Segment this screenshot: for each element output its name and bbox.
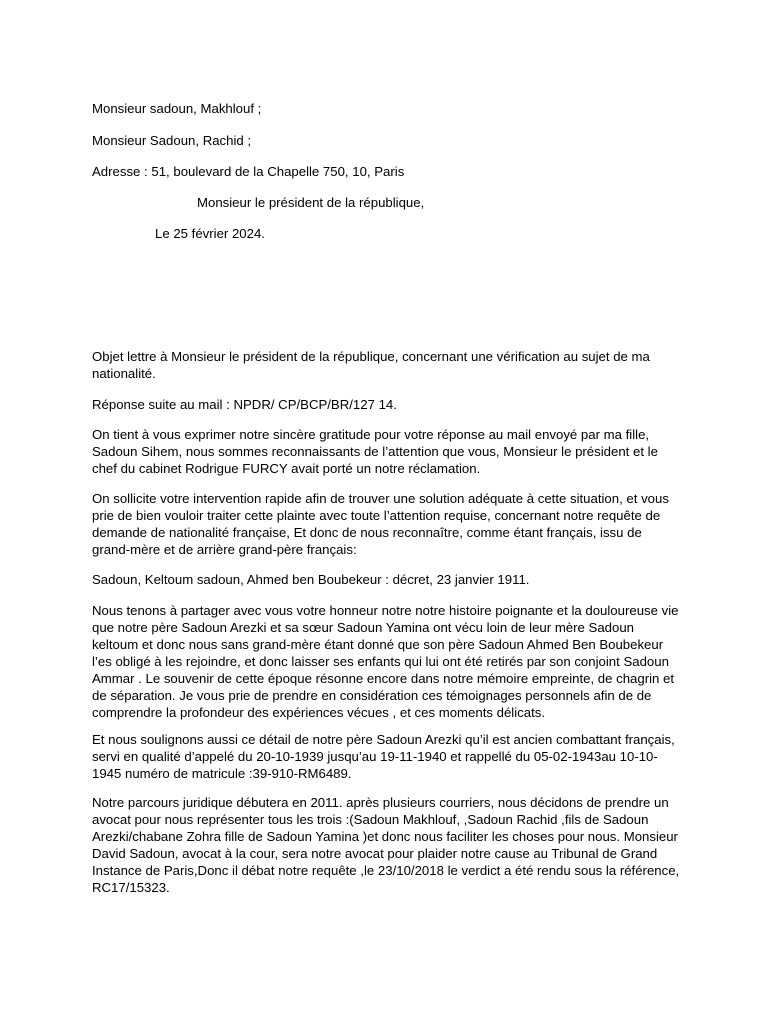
mail-reference: Réponse suite au mail : NPDR/ CP/BCP/BR/127 14. <box>92 397 397 412</box>
paragraph-family-history: Nous tenons à partager avec vous votre honneur notre notre histoire poignante et la douloureuse vie que notre père Sadoun Arezki et sa sœur Sadoun Yamina ont vécu loin de leur mère Sadoun keltoum et donc nous sans grand-mère étant donné que son père Sadoun Ahmed Ben Boubekeur l’es obligé à les rejoindre, et donc laisser ses enfants qui lui ont été retirés par son conjoint Sadoun Ammar . Le souvenir de cette époque résonne encore dans notre mémoire empreinte, de chagrin et de séparation. Je vous prie de prendre en considération ces témoignages personnels afin de de comprendre la profondeur des expériences vécues , et ces moments délicats. <box>92 603 679 720</box>
recipient-line: Monsieur le président de la république, <box>197 195 425 210</box>
sender-address: Adresse : 51, boulevard de la Chapelle 750, 10, Paris <box>92 164 405 179</box>
sender-name-1: Monsieur sadoun, Makhlouf ; <box>92 101 262 116</box>
paragraph-request: On sollicite votre intervention rapide afin de trouver une solution adéquate à cette situation, et vous prie de bien vouloir traiter cette plainte avec toute l’attention requise, concernant notre requête de demande de nationalité française, Et donc de nous reconnaître, comme étant français, issu de grand-mère et de arrière grand-père français: <box>92 491 669 557</box>
letter-date: Le 25 février 2024. <box>155 226 265 241</box>
paragraph-legal-history: Notre parcours juridique débutera en 2011. après plusieurs courriers, nous décidons de prendre un avocat pour nous représenter tous les trois :(Sadoun Makhlouf, ,Sadoun Rachid ,fils de Sadoun Arezki/chabane Zohra fille de Sadoun Yamina )et donc nous faciliter les choses pour nous. Monsieur David Sadoun, avocat à la cour, sera notre avocat pour plaider notre cause au Tribunal de Grand Instance de Paris,Donc il débat notre requête ,le 23/10/2018 le verdict a été rendu sous la référence, RC17/15323. <box>92 795 680 895</box>
letter-subject: Objet lettre à Monsieur le président de la république, concernant une vérification au sujet de ma nationalité. <box>92 349 650 381</box>
paragraph-veteran: Et nous soulignons aussi ce détail de notre père Sadoun Arezki qu’il est ancien combattant français, servi en qualité d’appelé du 20-10-1939 jusqu’au 19-11-1940 et rappellé du 05-02-1943au 10-10-1945 numéro de matricule :39-910-RM6489. <box>92 732 675 781</box>
paragraph-decree: Sadoun, Keltoum sadoun, Ahmed ben Boubekeur : décret, 23 janvier 1911. <box>92 572 530 587</box>
sender-name-2: Monsieur Sadoun, Rachid ; <box>92 133 252 148</box>
paragraph-gratitude: On tient à vous exprimer notre sincère gratitude pour votre réponse au mail envoyé par ma fille, Sadoun Sihem, nous sommes reconnaissants de l’attention que vous, Monsieur le président et le chef du cabinet Rodrigue FURCY avait porté un notre réclamation. <box>92 427 658 476</box>
